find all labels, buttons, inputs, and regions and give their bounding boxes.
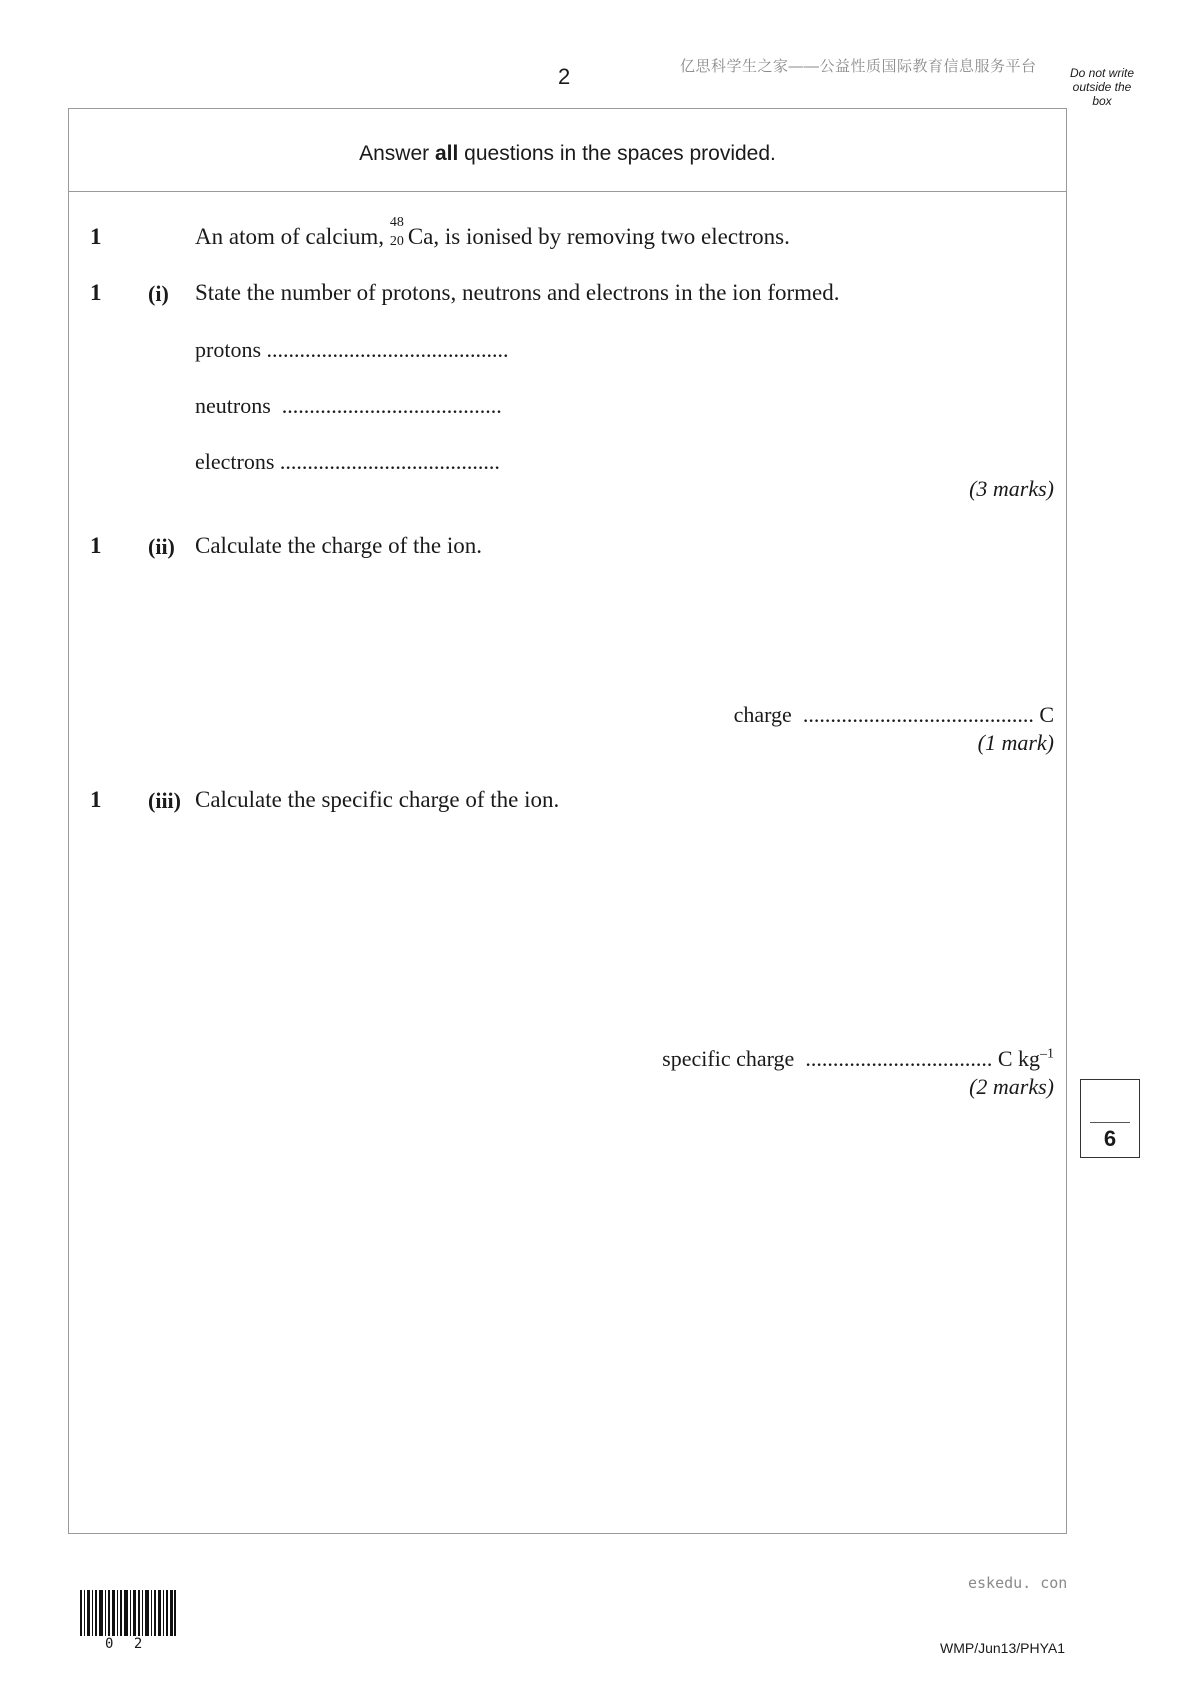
score-divider <box>1090 1122 1130 1123</box>
part-ii-marks: (1 mark) <box>977 730 1054 755</box>
page-number: 2 <box>558 64 571 89</box>
protons-answer-line[interactable]: protons ............................................ <box>195 337 509 362</box>
specific-charge-answer-line[interactable]: specific charge .................................. C $kg^{-1}$ <box>662 1046 1054 1071</box>
question-number-part-iii: 1 <box>90 787 102 812</box>
part-iii-marks: (2 marks) <box>969 1074 1054 1099</box>
margin-note: Do not write outside the box <box>1069 66 1135 108</box>
electrons-answer-line[interactable]: electrons ........................................ <box>195 449 500 474</box>
part-i-label: (i) <box>148 281 169 306</box>
question-number: 1 <box>90 224 102 249</box>
neutrons-answer-line[interactable]: neutrons ........................................ <box>195 393 502 418</box>
part-iii-label: (iii) <box>148 788 181 813</box>
watermark-top: 亿思科学生之家——公益性质国际教育信息服务平台 <box>680 58 1037 75</box>
part-ii-label: (ii) <box>148 534 175 559</box>
instruction-emphasis: all <box>434 142 459 165</box>
question-number-part-ii: 1 <box>90 533 102 558</box>
part-i-marks: (3 marks) <box>969 476 1054 501</box>
question-stem: An atom of calcium, 48 20 Ca, is ionised by removing two electrons. <box>195 215 790 249</box>
nuclide-notation: 48 20 <box>389 215 404 249</box>
barcode-icon <box>80 1590 176 1638</box>
answer-box-border <box>68 108 1067 1534</box>
score-total: 6 <box>1103 1126 1117 1151</box>
part-ii-text: Calculate the charge of the ion. <box>195 533 482 558</box>
part-i-text: State the number of protons, neutrons and electrons in the ion formed. <box>195 280 840 305</box>
part-iii-text: Calculate the specific charge of the ion. <box>195 787 560 812</box>
charge-answer-line[interactable]: charge .......................................... C <box>733 702 1054 727</box>
barcode-digits: 0 2 <box>105 1636 149 1652</box>
instruction-text: Answer all questions in the spaces provided. <box>359 142 776 165</box>
paper-reference: WMP/Jun13/PHYA1 <box>940 1640 1066 1656</box>
question-number-part-i: 1 <box>90 280 102 305</box>
watermark-bottom: eskedu. con <box>968 1574 1068 1592</box>
